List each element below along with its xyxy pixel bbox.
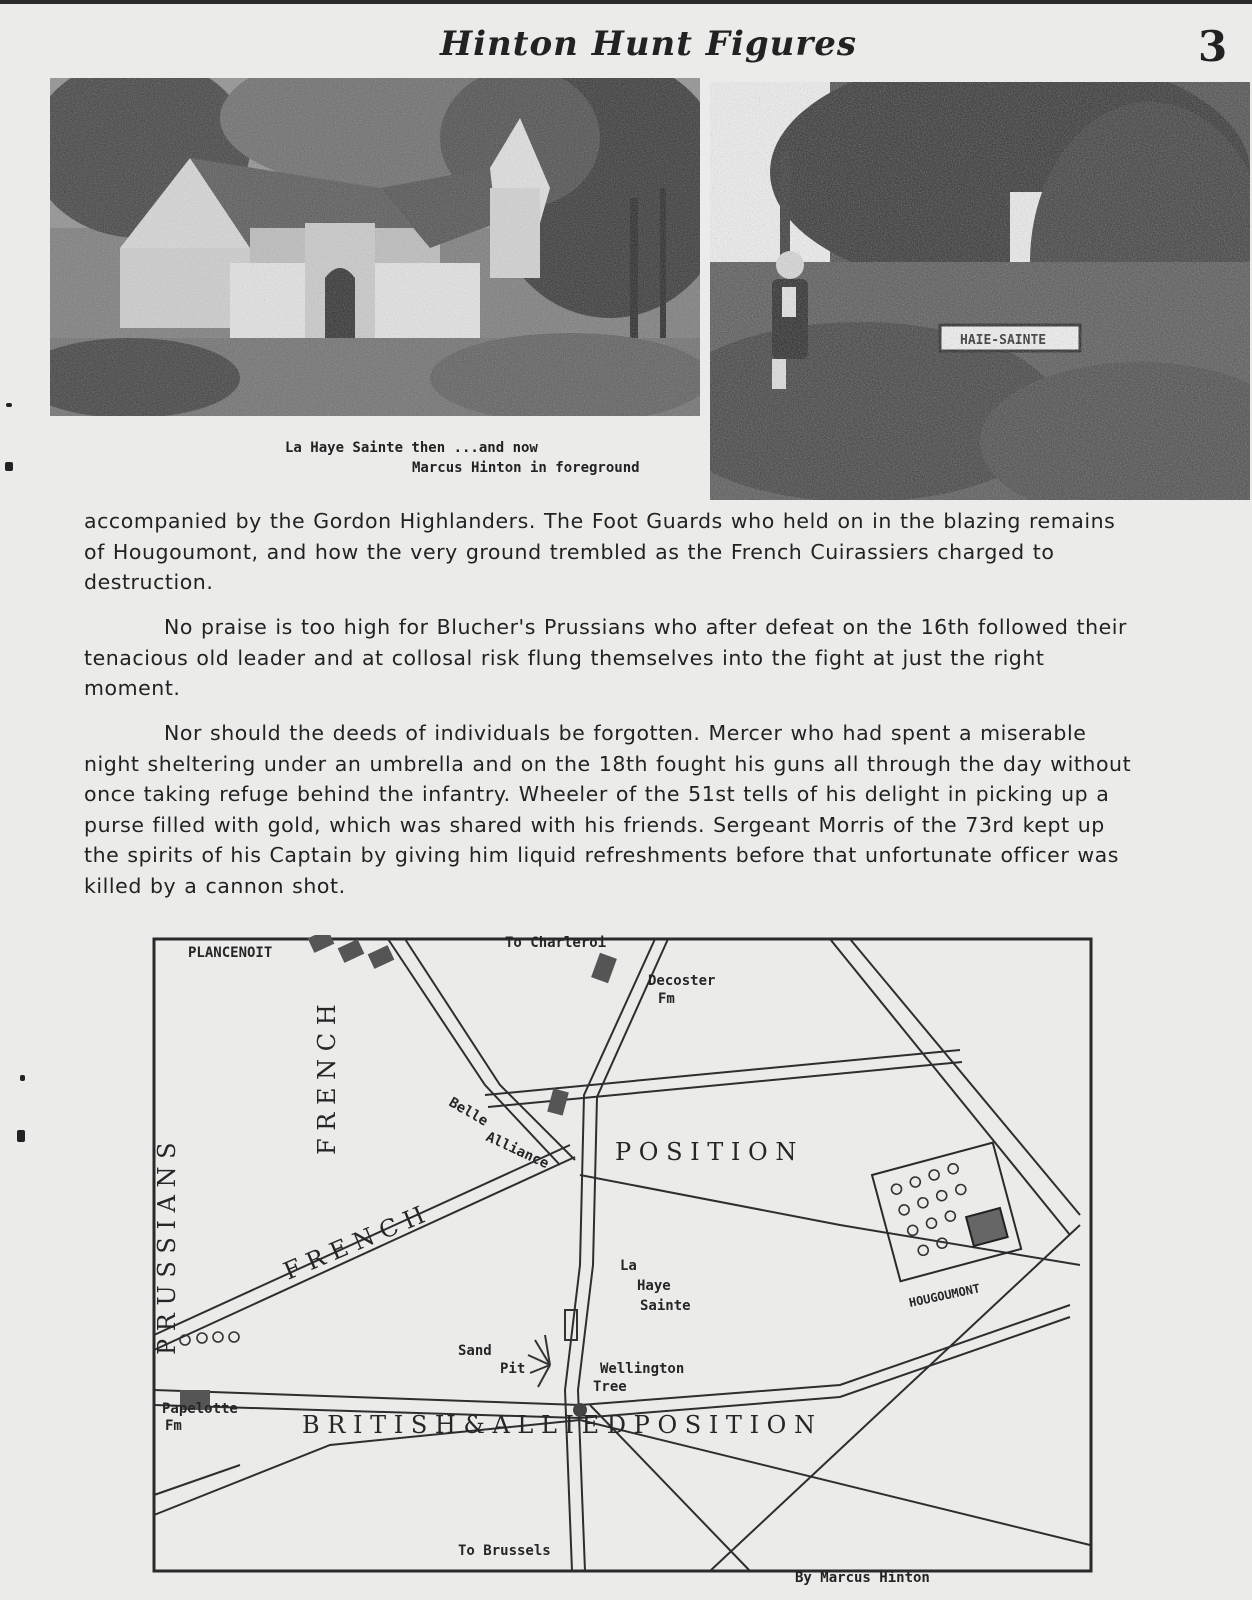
map-label-french-diagonal: F R E N C H (279, 1200, 430, 1286)
article-paragraph-3: Nor should the deeds of individuals be forgotten. Mercer who had spent a miserable night sheltering under an umbrella and on the 18th fought his guns all through the day without once taking refuge behind the infantry. Wheeler of the 51st tells of his delight in picking up a purse filled with gold, which was shared with his friends. Sergeant Morris of the 73rd kept up the spirits of his Captain by giving him liquid refreshments before that unfortunate officer was killed by a cannon shot. (84, 721, 1132, 898)
map-label-position-top: P O S I T I O N (615, 1138, 797, 1166)
photo-caption-line-2: Marcus Hinton in foreground (412, 460, 640, 476)
map-label-hougoumont: HOUGOUMONT (907, 1281, 982, 1310)
map-label-tree: Tree (593, 1379, 627, 1395)
photo-caption-line-1: La Haye Sainte then ...and now (285, 440, 538, 456)
top-rule (0, 0, 1252, 4)
map-label-sainte: Sainte (640, 1298, 691, 1314)
map-label-french-vertical: F R E N C H (313, 1004, 341, 1155)
article-paragraph-2: No praise is too high for Blucher's Prussians who after defeat on the 16th followed their tenacious old leader and at collosal risk flung themselves into the fight at just the right moment. (84, 615, 1128, 700)
map-label-papelotte-fm: Fm (165, 1418, 182, 1434)
map-label-to-charleroi: To Charleroi (505, 935, 607, 951)
map-label-haye: Haye (637, 1278, 671, 1294)
page-number: 3 (1198, 22, 1228, 71)
map-label-decoster: Decoster (648, 973, 716, 989)
map-label-pit: Pit (500, 1361, 526, 1377)
edge-mark (20, 1075, 25, 1081)
map-building-decoster (591, 953, 617, 984)
map-label-papelotte: Papelotte (162, 1401, 238, 1417)
map-label-alliance: Alliance (483, 1129, 552, 1173)
map-label-to-brussels: To Brussels (458, 1543, 551, 1559)
edge-mark (5, 462, 13, 471)
map-byline: By Marcus Hinton (795, 1570, 930, 1586)
map-label-belle: Belle (446, 1094, 491, 1130)
map-label-prussians: P R U S S I A N S (153, 1142, 181, 1355)
map-label-la: La (620, 1258, 637, 1274)
map-label-sand: Sand (458, 1343, 492, 1359)
waterloo-battle-map (150, 935, 1095, 1575)
map-label-wellington: Wellington (600, 1361, 685, 1377)
article-paragraph-1: accompanied by the Gordon Highlanders. The Foot Guards who held on in the blazing remains of Hougoumont, and how the very ground trembled as the French Cuirassiers charged to destruction. (84, 509, 1116, 594)
map-hougoumont-orchard (872, 1143, 1021, 1282)
map-label-decoster-fm: Fm (658, 991, 675, 1007)
edge-mark (6, 403, 12, 407)
edge-mark (17, 1130, 25, 1142)
photo-la-haye-sainte-then (50, 78, 700, 416)
photo-la-haye-sainte-now (710, 82, 1250, 500)
map-label-british-allied-position: B R I T I S H & A L L I E D P O S I T I O N (302, 1411, 815, 1439)
map-label-plancenoit: PLANCENOIT (188, 945, 273, 961)
map-building-belle-alliance (547, 1088, 569, 1115)
map-sand-pit-marker (528, 1335, 550, 1387)
masthead-title: Hinton Hunt Figures (440, 24, 858, 64)
